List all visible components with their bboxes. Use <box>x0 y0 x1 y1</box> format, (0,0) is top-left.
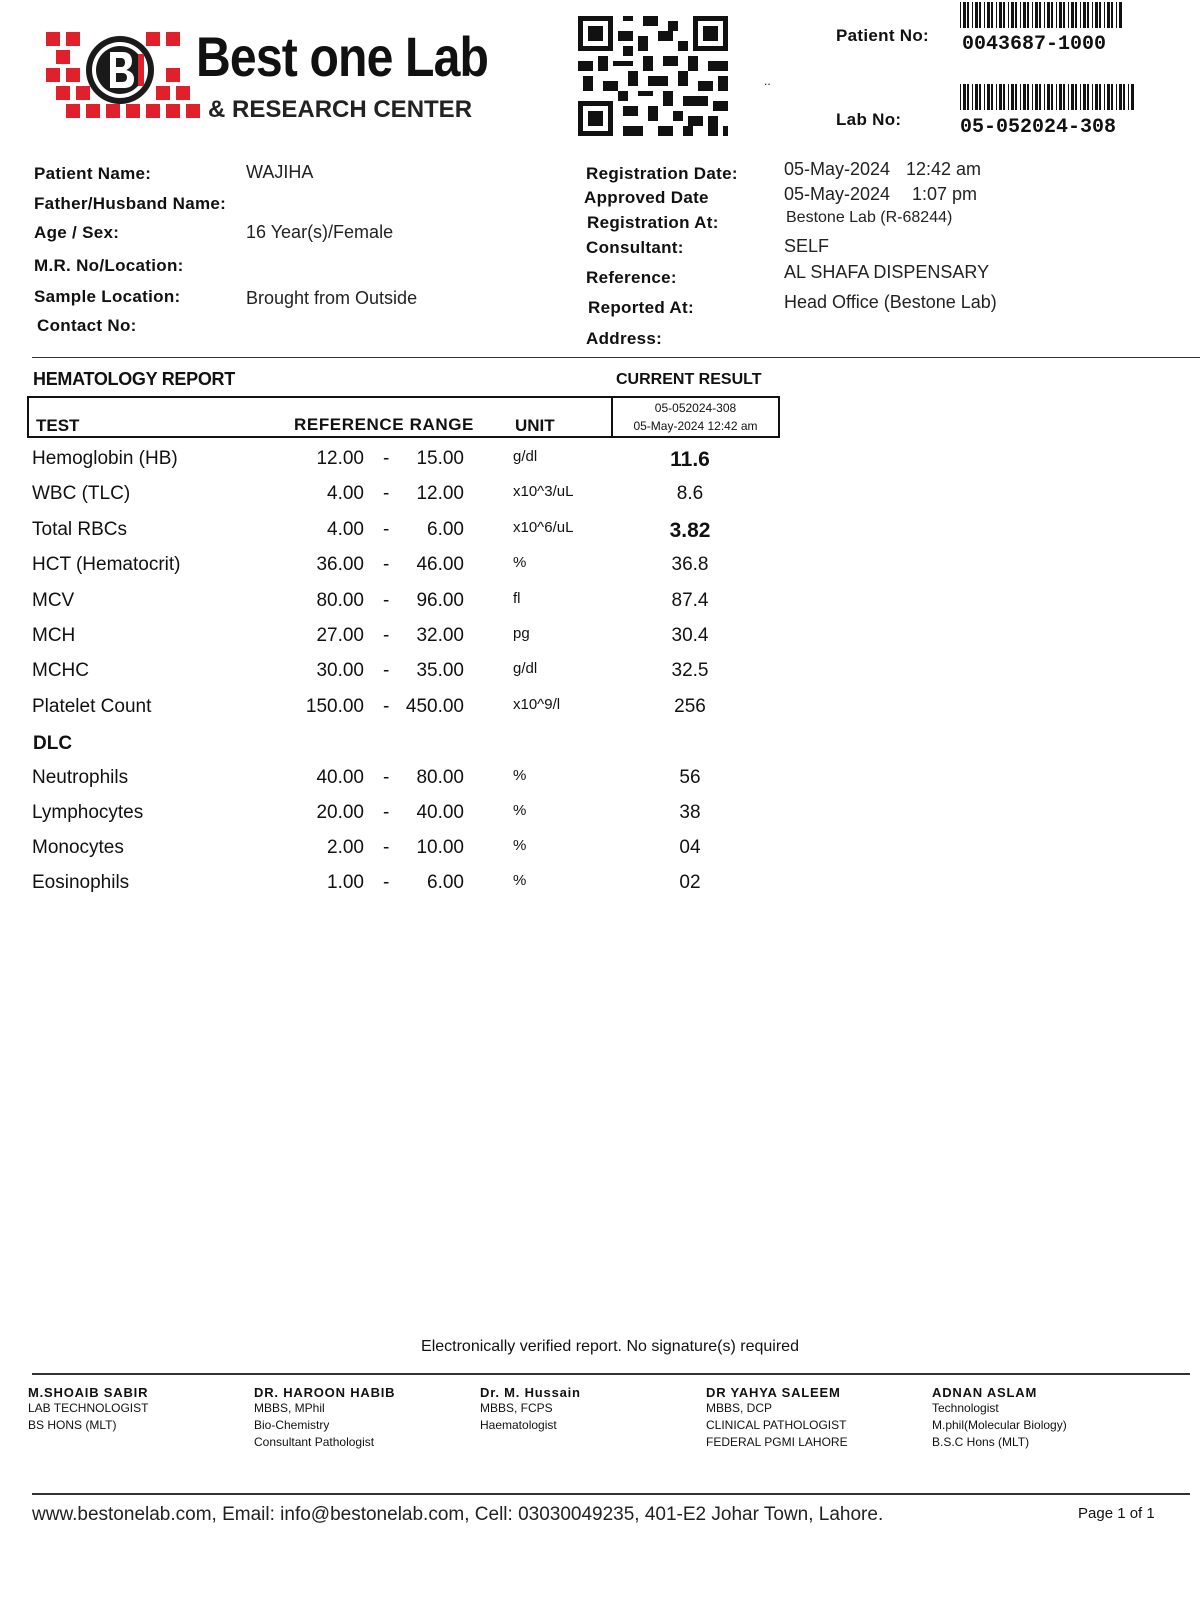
signatory-block <box>28 1385 148 1434</box>
column-header-test: TEST <box>36 416 80 435</box>
test-name: HCT (Hematocrit) <box>32 554 181 576</box>
current-result-label: CURRENT RESULT <box>616 371 762 388</box>
qr-code-icon <box>578 16 728 136</box>
address-label: Address: <box>586 329 663 348</box>
patient-no-value: 0043687-1000 <box>962 33 1107 56</box>
range-low: 150.00 <box>305 695 364 717</box>
dlc-heading: DLC <box>33 733 73 754</box>
consultant-value: SELF <box>784 236 830 256</box>
range-low: 27.00 <box>316 625 364 646</box>
range-dash: - <box>383 767 390 788</box>
result-value: 04 <box>679 837 701 858</box>
range-high: 80.00 <box>416 767 464 788</box>
signature-divider <box>32 1373 1190 1375</box>
test-name: WBC (TLC) <box>32 483 131 505</box>
signatory-block <box>254 1385 395 1451</box>
result-value: 36.8 <box>671 554 709 576</box>
table-row <box>0 448 780 483</box>
unit: pg <box>513 625 530 642</box>
sample-location-value: Brought from Outside <box>246 288 418 308</box>
range-dash: - <box>383 695 390 717</box>
registration-at-value: Bestone Lab (R-68244) <box>786 209 953 226</box>
signatory-name: DR. HAROON HABIB <box>254 1385 396 1400</box>
range-dash: - <box>383 518 390 540</box>
test-name: Platelet Count <box>32 695 152 717</box>
range-dash: - <box>383 589 390 611</box>
range-dash: - <box>383 837 390 858</box>
result-value: 30.4 <box>671 625 709 646</box>
unit: % <box>513 802 527 819</box>
registration-date-value: 05-May-2024 <box>784 159 891 179</box>
range-low: 4.00 <box>327 483 364 505</box>
test-name: Monocytes <box>32 837 124 858</box>
range-high: 32.00 <box>416 625 464 646</box>
logo-title: Best one Lab <box>196 25 489 88</box>
signatory-block <box>480 1385 581 1434</box>
range-low: 12.00 <box>316 448 364 469</box>
table-row <box>0 625 780 660</box>
range-high: 6.00 <box>427 518 464 540</box>
test-name: Lymphocytes <box>32 802 144 823</box>
range-dash: - <box>383 448 390 469</box>
qr-code <box>578 16 728 136</box>
range-low: 1.00 <box>327 872 364 893</box>
signatory-credential: B.S.C Hons (MLT) <box>932 1435 1030 1449</box>
range-dash: - <box>383 625 390 646</box>
range-low: 4.00 <box>327 518 364 540</box>
signatory-credential: FEDERAL PGMI LAHORE <box>706 1435 848 1449</box>
test-name: MCHC <box>32 660 89 682</box>
patient-no-barcode <box>960 2 1122 28</box>
age-sex-value: 16 Year(s)/Female <box>246 222 394 242</box>
test-name: Total RBCs <box>32 518 128 540</box>
range-low: 30.00 <box>316 660 364 682</box>
range-high: 40.00 <box>416 802 464 823</box>
range-high: 96.00 <box>416 589 464 611</box>
logo-subtitle: & RESEARCH CENTER <box>208 96 473 123</box>
range-high: 10.00 <box>416 837 464 858</box>
signatory-credential: CLINICAL PATHOLOGIST <box>706 1418 847 1432</box>
signatory-block <box>706 1385 848 1451</box>
separator-dots: .. <box>764 74 771 88</box>
reference-value: AL SHAFA DISPENSARY <box>784 262 990 282</box>
patient-name-label: Patient Name: <box>34 164 152 183</box>
result-value: 256 <box>674 695 706 717</box>
unit: g/dl <box>513 660 538 678</box>
result-value: 87.4 <box>671 589 709 611</box>
signatory-name: DR YAHYA SALEEM <box>706 1385 841 1400</box>
test-name: Eosinophils <box>32 872 130 893</box>
lab-no-barcode <box>960 84 1136 110</box>
range-dash: - <box>383 872 390 893</box>
signatory-credential: MBBS, DCP <box>706 1401 773 1415</box>
table-row <box>0 590 780 625</box>
result-value: 11.6 <box>670 448 710 471</box>
registration-time-value: 12:42 am <box>906 159 982 179</box>
unit: % <box>513 837 527 854</box>
signatory-credential: Technologist <box>932 1401 999 1415</box>
consultant-label: Consultant: <box>586 238 684 257</box>
range-high: 6.00 <box>427 872 464 893</box>
mr-no-label: M.R. No/Location: <box>34 256 184 275</box>
range-high: 12.00 <box>416 483 464 505</box>
unit: % <box>513 554 527 572</box>
patient-no-label: Patient No: <box>836 26 930 45</box>
range-high: 46.00 <box>416 554 464 576</box>
registration-at-label: Registration At: <box>587 213 719 232</box>
range-low: 40.00 <box>316 767 364 788</box>
signatory-credential: MBBS, FCPS <box>480 1401 553 1415</box>
age-sex-label: Age / Sex: <box>34 223 120 242</box>
reported-at-value: Head Office (Bestone Lab) <box>784 292 997 312</box>
signatory-credential: BS HONS (MLT) <box>28 1418 117 1432</box>
range-dash: - <box>383 483 390 505</box>
range-low: 80.00 <box>316 589 364 611</box>
reported-at-label: Reported At: <box>588 298 694 317</box>
table-row <box>0 660 780 695</box>
column-header-unit: UNIT <box>515 416 555 435</box>
sample-location-label: Sample Location: <box>34 287 181 306</box>
signatory-credential: MBBS, MPhil <box>254 1401 325 1415</box>
range-dash: - <box>383 802 390 823</box>
result-value: 32.5 <box>671 660 709 682</box>
column-header-range: REFERENCE RANGE <box>294 415 474 434</box>
result-value: 38 <box>679 802 701 823</box>
footer-divider <box>32 1493 1190 1495</box>
table-row <box>0 802 780 837</box>
signatory-credential: Haematologist <box>480 1418 557 1432</box>
signatory-block <box>932 1385 1067 1451</box>
table-row <box>0 483 780 518</box>
header-divider <box>32 357 1200 358</box>
table-row <box>0 767 780 802</box>
unit: g/dl <box>513 448 538 465</box>
table-row <box>0 519 780 554</box>
range-high: 450.00 <box>405 695 464 717</box>
contact-line: www.bestonelab.com, Email: info@bestonelab.com, Cell: 03030049235, 401-E2 Johar Town, Lahore. <box>32 1504 884 1525</box>
table-row <box>0 837 780 872</box>
result-date: 05-May-2024 12:42 am <box>633 419 758 433</box>
result-value: 8.6 <box>676 483 704 505</box>
lab-no-value: 05-052024-308 <box>960 116 1117 139</box>
range-high: 15.00 <box>416 448 464 469</box>
registration-date-label: Registration Date: <box>586 164 738 183</box>
approved-date-value: 05-May-2024 <box>784 184 891 204</box>
unit: % <box>513 767 527 784</box>
checker-logo-icon <box>40 24 200 124</box>
verified-note: Electronically verified report. No signature(s) required <box>421 1338 799 1355</box>
signatory-name: M.SHOAIB SABIR <box>28 1385 149 1400</box>
father-name-label: Father/Husband Name: <box>34 194 227 213</box>
report-title: HEMATOLOGY REPORT <box>33 369 235 389</box>
table-row <box>0 872 780 907</box>
test-name: MCV <box>32 589 75 611</box>
contact-no-label: Contact No: <box>37 316 137 335</box>
signatory-credential: Consultant Pathologist <box>254 1435 375 1449</box>
result-value: 56 <box>679 767 701 788</box>
table-row <box>0 696 780 731</box>
test-name: Neutrophils <box>32 767 129 788</box>
unit: % <box>513 872 527 889</box>
test-name: Hemoglobin (HB) <box>32 448 178 469</box>
range-low: 36.00 <box>316 554 364 576</box>
signatory-credential: LAB TECHNOLOGIST <box>28 1401 149 1415</box>
signatory-credential: M.phil(Molecular Biology) <box>932 1418 1067 1432</box>
patient-name-value: WAJIHA <box>246 162 314 182</box>
range-dash: - <box>383 660 390 682</box>
result-lab-id: 05-052024-308 <box>654 401 737 415</box>
table-row <box>0 554 780 589</box>
signatory-credential: Bio-Chemistry <box>254 1418 330 1432</box>
approved-time-value: 1:07 pm <box>912 184 978 204</box>
test-name: MCH <box>32 625 76 646</box>
result-value: 02 <box>679 872 701 893</box>
approved-date-label: Approved Date <box>584 188 709 207</box>
range-low: 20.00 <box>316 802 364 823</box>
unit: x10^9/l <box>513 695 561 713</box>
range-dash: - <box>383 554 390 576</box>
range-high: 35.00 <box>416 660 464 682</box>
range-low: 2.00 <box>327 837 364 858</box>
unit: fl <box>513 589 521 607</box>
reference-label: Reference: <box>586 268 677 287</box>
result-value: 3.82 <box>669 518 711 542</box>
signatory-name: ADNAN ASLAM <box>932 1385 1038 1400</box>
lab-no-label: Lab No: <box>836 110 902 129</box>
barcode-icon <box>960 2 1122 28</box>
page-number: Page 1 of 1 <box>1078 1505 1155 1522</box>
unit: x10^6/uL <box>513 518 574 536</box>
signatory-name: Dr. M. Hussain <box>480 1385 581 1400</box>
barcode-icon <box>960 84 1136 110</box>
unit: x10^3/uL <box>513 483 574 501</box>
